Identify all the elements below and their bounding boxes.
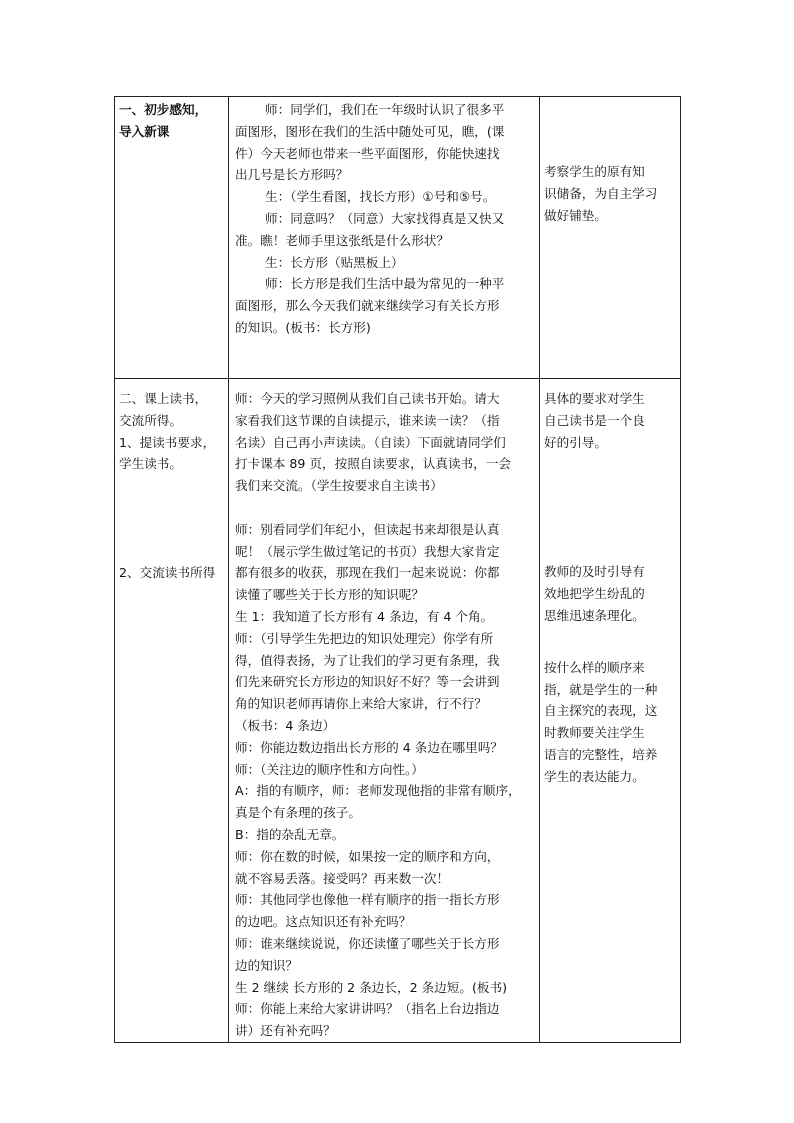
dialogue-line: 师：你能边数边指出长方形的 4 条边在哪里吗？ — [235, 739, 503, 755]
stage-title-line: 2、交流读书所得 — [119, 565, 216, 581]
dialogue-line: 名读）自己再小声读读。（自读）下面就请同学们 — [235, 434, 506, 450]
dialogue-line: A：指的有顺序，师：老师发现他指的非常有顺序， — [235, 783, 521, 799]
dialogue-line: 师：今天的学习照例从我们自己读书开始。请大 — [235, 391, 500, 406]
dialogue-line: 师：其他同学也像他一样有顺序的指一指长方形 — [235, 892, 500, 908]
stage-title-line: 1、提读书要求， — [119, 434, 216, 450]
dialogue-line: 就不容易丢落。接受吗？再来数一次！ — [235, 870, 450, 886]
dialogue-line: 师：别看同学们年纪小，但读起书来却很是认真 — [235, 521, 500, 537]
dialogue-line: 边的知识？ — [235, 957, 298, 973]
dialogue-line: 读懂了哪些关于长方形的知识呢？ — [235, 587, 424, 603]
dialogue-line — [235, 497, 533, 519]
dialogue-line: 都有很多的收获，那现在我们一起来说说：你都 — [235, 565, 500, 581]
stage-title-line: 一、初步感知， — [119, 102, 208, 117]
design-note-line: 时教师要关注学生 — [544, 725, 645, 741]
lesson-plan-table — [114, 96, 681, 1043]
dialogue-line: 师：谁来继续说说，你还读懂了哪些关于长方形 — [235, 935, 500, 951]
dialogue-line: （板书：4 条边） — [235, 717, 336, 733]
dialogue-line: 面图形，图形在我们的生活中随处可见，瞧，(课 — [235, 123, 505, 139]
dialogue-line: 师：同意吗？（同意）大家找得真是又快又 — [265, 210, 505, 226]
dialogue-line: 师：（引导学生先把边的知识处理完）你学有所 — [235, 630, 494, 646]
design-intent-cell — [540, 379, 681, 1043]
teaching-process-cell — [229, 379, 540, 1043]
design-note-line: 教师的及时引导有 — [544, 564, 645, 580]
design-note-line: 指，就是学生的一种 — [544, 681, 658, 697]
stage-title-line — [119, 519, 224, 541]
dialogue-line: 师：你能上来给大家讲讲吗？（指名上台边指边 — [235, 1001, 500, 1017]
design-note-line: 自主探究的表现，这 — [544, 703, 658, 719]
stage-title-line — [119, 475, 224, 497]
dialogue-line: 面图形，那么今天我们就来继续学习有关长方形 — [235, 298, 500, 314]
dialogue-line: 生：长方形（贴黑板上） — [265, 254, 404, 270]
design-note-line: 学生的表达能力。 — [544, 768, 645, 784]
design-note-line: 识储备，为自主学习 — [544, 185, 658, 201]
dialogue-line: 生 2 继续 长方形的 2 条边长，2 条边短。(板书) — [235, 979, 507, 995]
table-row — [115, 97, 681, 379]
design-note-line: 好的引导。 — [544, 434, 607, 450]
dialogue-line: 的知识。(板书：长方形) — [235, 319, 371, 335]
dialogue-line: B：指的杂乱无章。 — [235, 826, 345, 842]
design-note-line: 考察学生的原有知 — [544, 164, 645, 179]
dialogue-line: 生 1：我知道了长方形有 4 条边，有 4 个角。 — [235, 608, 494, 624]
design-note-line: 效地把学生纷乱的 — [544, 586, 645, 602]
dialogue-line: 呢！（展示学生做过笔记的书页）我想大家肯定 — [235, 543, 500, 559]
dialogue-line: 角的知识老师再请你上来给大家讲，行不行？ — [235, 696, 487, 712]
design-note-line: 思维迅速条理化。 — [544, 607, 645, 623]
dialogue-line: 打卡课本 89 页，按照自读要求，认真读书，一会 — [235, 456, 511, 472]
dialogue-line: 师：（关注边的顺序性和方向性。） — [235, 761, 424, 777]
design-note-line: 按什么样的顺序来 — [544, 659, 645, 675]
teaching-process-cell — [229, 97, 540, 379]
dialogue-line: 我们来交流。（学生按要求自主读书） — [235, 478, 443, 494]
stage-title-line — [119, 541, 224, 563]
design-note-line: 做好铺垫。 — [544, 207, 607, 223]
dialogue-line: 师：长方形是我们生活中最为常见的一种平 — [265, 276, 505, 292]
stage-title-line: 交流所得。 — [119, 412, 182, 428]
dialogue-line: 师：同学们，我们在一年级时认识了很多平 — [265, 102, 505, 117]
dialogue-line: 出几号是长方形吗？ — [235, 167, 349, 183]
design-note-line: 自己读书是一个良 — [544, 412, 645, 428]
dialogue-line: 真是个有条理的孩子。 — [235, 805, 361, 821]
dialogue-line: 家看我们这节课的自读提示，谁来读一读？（指 — [235, 412, 500, 428]
dialogue-line: 件）今天老师也带来一些平面图形，你能快速找 — [235, 145, 500, 161]
stage-cell — [115, 97, 229, 379]
stage-cell — [115, 379, 229, 1043]
design-intent-cell — [540, 97, 681, 379]
stage-title-line: 二、课上读书， — [119, 391, 208, 406]
dialogue-line: 们先来研究长方形边的知识好不好？等一会讲到 — [235, 674, 500, 690]
dialogue-line: 师：你在数的时候，如果按一定的顺序和方向， — [235, 848, 500, 864]
stage-title-line — [119, 497, 224, 519]
dialogue-line: 的边吧。这点知识还有补充吗？ — [235, 914, 412, 930]
design-note-line: 具体的要求对学生 — [544, 391, 645, 406]
design-note-line: 语言的完整性，培养 — [544, 746, 658, 762]
dialogue-line: 生：（学生看图，找长方形）①号和⑤号。 — [265, 189, 496, 205]
stage-title-line: 学生读书。 — [119, 456, 182, 472]
dialogue-line: 准。瞧！老师手里这张纸是什么形状？ — [235, 232, 450, 248]
dialogue-line: 得，值得表扬，为了让我们的学习更有条理，我 — [235, 652, 500, 668]
table-row — [115, 379, 681, 1043]
stage-title-line: 导入新课 — [119, 123, 170, 139]
dialogue-line: 讲）还有补充吗？ — [235, 1023, 336, 1039]
